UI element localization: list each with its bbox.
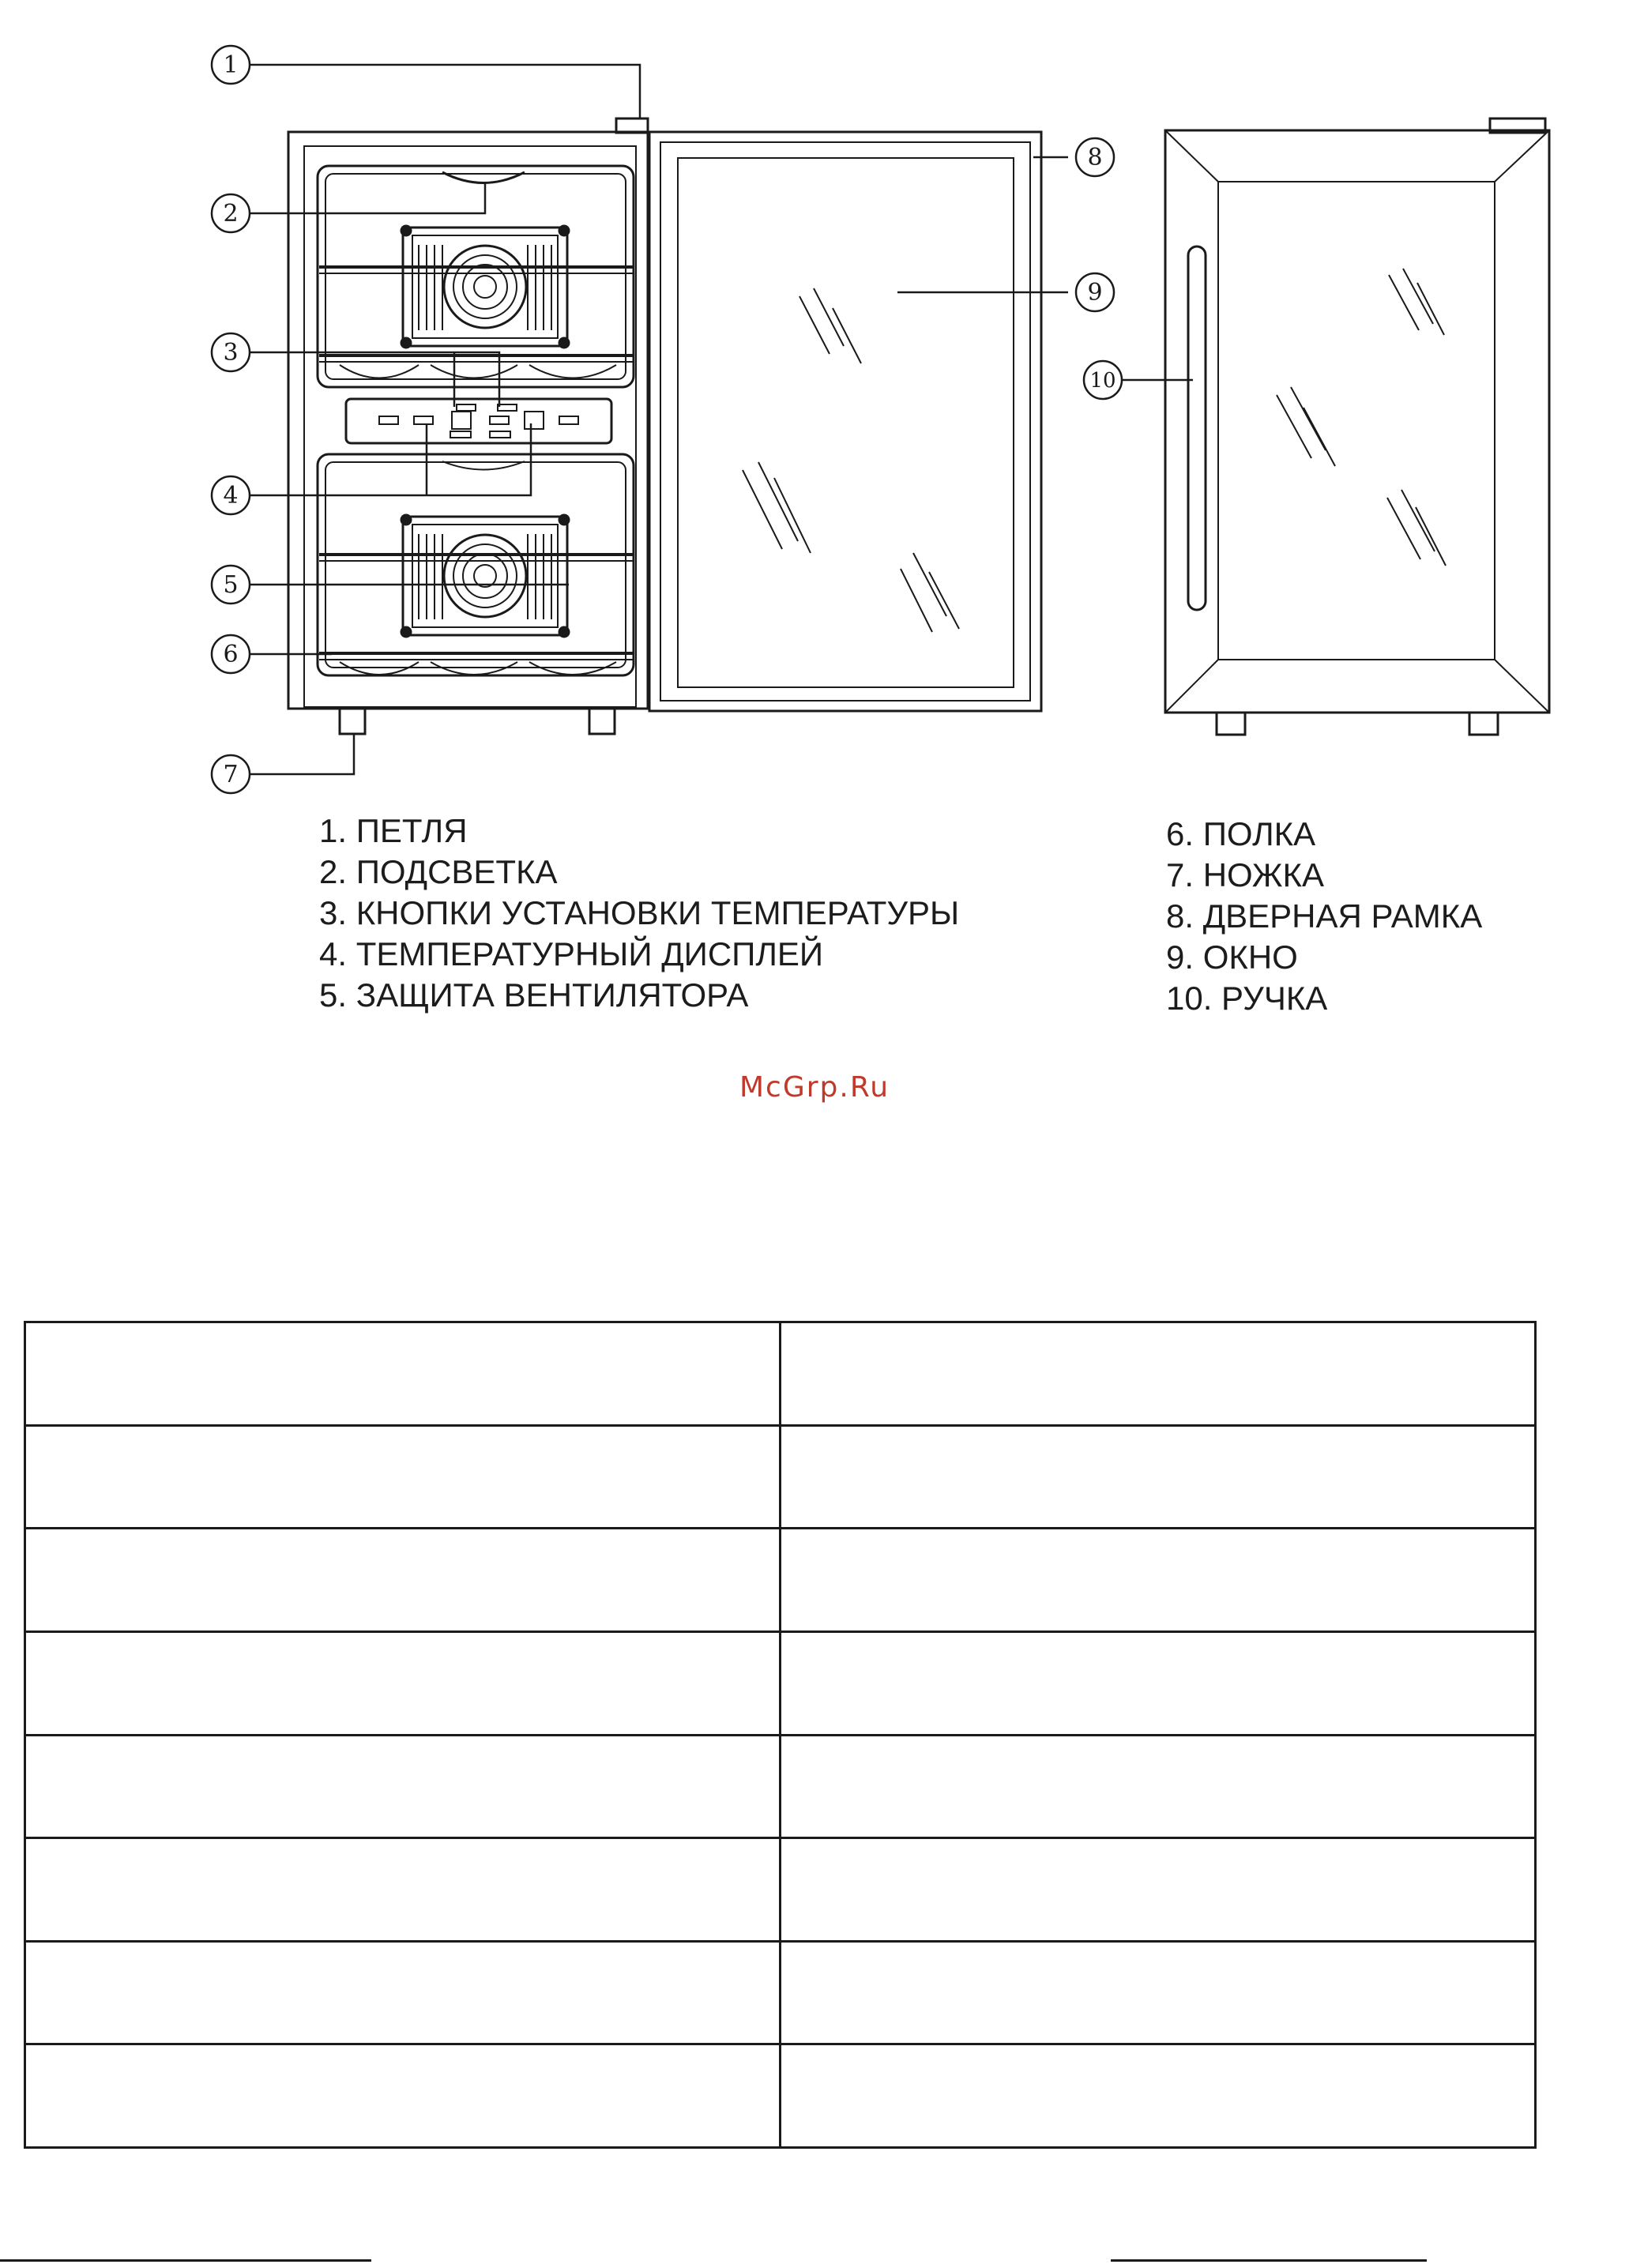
table-cell — [25, 1322, 781, 1426]
foot-right — [589, 709, 615, 734]
footer-rule-right — [1111, 2259, 1427, 2262]
legend-item-7: 7. НОЖКА — [1166, 856, 1325, 893]
door-handle — [1188, 246, 1206, 610]
glass-reflection-marks — [743, 288, 959, 632]
legend-item-9: 9. ОКНО — [1166, 938, 1298, 976]
table-cell — [25, 1425, 781, 1529]
shelf-upper — [319, 355, 634, 378]
table-row — [25, 1529, 1536, 1632]
callout-7: 7 — [223, 761, 239, 788]
wine-cooler-diagram — [0, 0, 1629, 837]
table-cell — [781, 1322, 1536, 1426]
table-cell — [781, 1735, 1536, 1838]
table-cell — [781, 1529, 1536, 1632]
cooler-closed-view — [1165, 118, 1549, 735]
table-cell — [25, 1735, 781, 1838]
callout-5: 5 — [223, 571, 239, 599]
legend-item-3: 3. КНОПКИ УСТАНОВКИ ТЕМПЕРАТУРЫ — [319, 894, 960, 931]
table-cell — [25, 1529, 781, 1632]
legend-item-8: 8. ДВЕРНАЯ РАМКА — [1166, 897, 1483, 935]
table-row — [25, 1941, 1536, 2044]
fan-guard-lower — [401, 515, 569, 637]
callout-1: 1 — [223, 51, 239, 79]
table-row — [25, 1631, 1536, 1735]
foot-left — [340, 709, 365, 734]
table-row — [25, 2044, 1536, 2148]
cabinet-interior-view — [288, 118, 648, 734]
closed-cabinet — [1165, 130, 1549, 713]
door-frame — [649, 132, 1041, 711]
door-window — [678, 158, 1014, 687]
legend-item-10: 10. РУЧКА — [1166, 980, 1328, 1017]
table-cell — [781, 1631, 1536, 1735]
table-cell — [781, 1838, 1536, 1942]
shelf-lower — [319, 653, 634, 675]
legend-right — [1166, 814, 1482, 1019]
legend-item-4: 4. ТЕМПЕРАТУРНЫЙ ДИСПЛЕЙ — [319, 935, 824, 972]
table-row — [25, 1735, 1536, 1838]
table-row — [25, 1425, 1536, 1529]
door-front — [649, 132, 1041, 711]
callout-8: 8 — [1087, 144, 1103, 171]
table-cell — [781, 1941, 1536, 2044]
legend-item-6: 6. ПОЛКА — [1166, 815, 1316, 852]
table-cell — [25, 1838, 781, 1942]
callout-2: 2 — [223, 200, 239, 228]
legend-item-2: 2. ПОДСВЕТКА — [319, 853, 558, 890]
callout-3: 3 — [223, 339, 239, 367]
table-row — [25, 1838, 1536, 1942]
legend-item-5: 5. ЗАЩИТА ВЕНТИЛЯТОРА — [319, 976, 749, 1014]
control-panel — [346, 399, 611, 443]
legend-left — [319, 811, 959, 1016]
table-cell — [25, 2044, 781, 2148]
fan-guard-upper — [401, 226, 569, 348]
callout-10: 10 — [1089, 369, 1116, 393]
table-cell — [781, 2044, 1536, 2148]
table-cell — [25, 1941, 781, 2044]
callout-4: 4 — [223, 482, 239, 510]
hinge — [616, 118, 648, 133]
callout-6: 6 — [223, 641, 239, 668]
legend-item-1: 1. ПЕТЛЯ — [319, 812, 468, 849]
spec-table — [24, 1321, 1537, 2149]
watermark: McGrp.Ru — [739, 1071, 890, 1104]
callout-9: 9 — [1087, 279, 1103, 307]
table-cell — [781, 1425, 1536, 1529]
footer-rule-left — [0, 2259, 371, 2262]
table-row — [25, 1322, 1536, 1426]
table-cell — [25, 1631, 781, 1735]
